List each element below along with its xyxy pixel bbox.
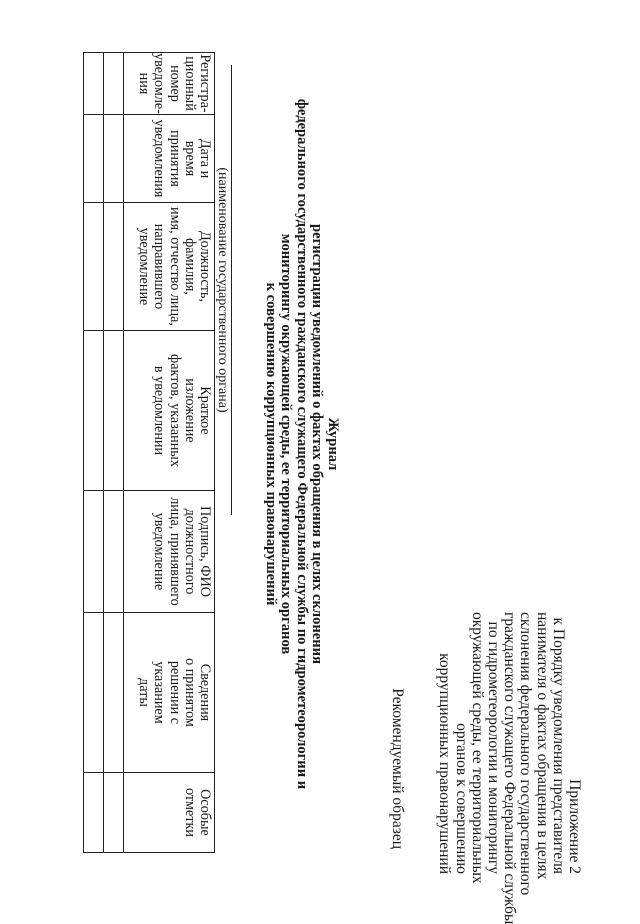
journal-heading [262, 40, 340, 848]
appendix-reference [436, 612, 583, 924]
appendix-line: коррупционных правонарушений [436, 653, 454, 874]
table-cell [104, 331, 124, 491]
column-header-decision: Сведения о принятом решении с указанием даты [124, 613, 215, 773]
appendix-line: гражданского служащего Федеральной службы [501, 612, 519, 924]
column-header-notes: Особые отметки [124, 773, 215, 853]
journal-table [83, 52, 215, 853]
table-row [104, 53, 124, 853]
column-header-registration-number: Регистра- ционный номер уведомле- ния [124, 53, 215, 115]
appendix-line: нанимателя о фактах обращения в целях [533, 612, 551, 880]
table-cell [84, 203, 104, 331]
table-cell [84, 491, 104, 613]
table-cell [84, 115, 104, 203]
table-cell [104, 613, 124, 773]
appendix-line: Приложение 2 [566, 779, 583, 874]
heading-line: федерального государственного гражданского служащего Федеральной службы по гидрометеорологии и [293, 98, 310, 790]
table-cell [84, 331, 104, 491]
appendix-line: к Порядку уведомления представителя [549, 617, 567, 874]
table-cell [84, 773, 104, 853]
organization-caption: (наименование государственного органа) [215, 167, 230, 413]
table-cell [104, 203, 124, 331]
column-header-sender: Должность, фамилия, имя, отчество лица, направившего уведомление [124, 203, 215, 331]
table-row [84, 53, 104, 853]
column-header-signature: Подпись, ФИО должностного лица, принявшего уведомление [124, 491, 215, 613]
heading-line: к совершению коррупционных правонарушений [262, 282, 279, 606]
table-cell [104, 773, 124, 853]
heading-line: мониторингу окружающей среды, ее территориальных органов [278, 233, 295, 655]
table-header-row [124, 53, 215, 853]
table-cell [104, 53, 124, 115]
table-cell [84, 53, 104, 115]
appendix-line: органов к совершению [452, 723, 470, 874]
sample-label: Рекомендуемый образец [389, 688, 406, 849]
table-cell [84, 613, 104, 773]
appendix-line: окружающей среды, ее территориальных [468, 612, 486, 884]
table-cell [104, 491, 124, 613]
column-header-summary: Краткое изложение фактов, указанных в уведомлении [124, 331, 215, 491]
organization-name-line [231, 65, 232, 515]
journal-title: Журнал [325, 417, 341, 471]
column-header-date-time: Дата и время принятия уведомления [124, 115, 215, 203]
table-cell [104, 115, 124, 203]
heading-line: регистрации уведомлений о фактах обращения в целях склонения [309, 223, 326, 664]
appendix-line: склонения федерального государственного [517, 612, 535, 896]
appendix-line: по гидрометеорологии и мониторингу [484, 621, 502, 874]
